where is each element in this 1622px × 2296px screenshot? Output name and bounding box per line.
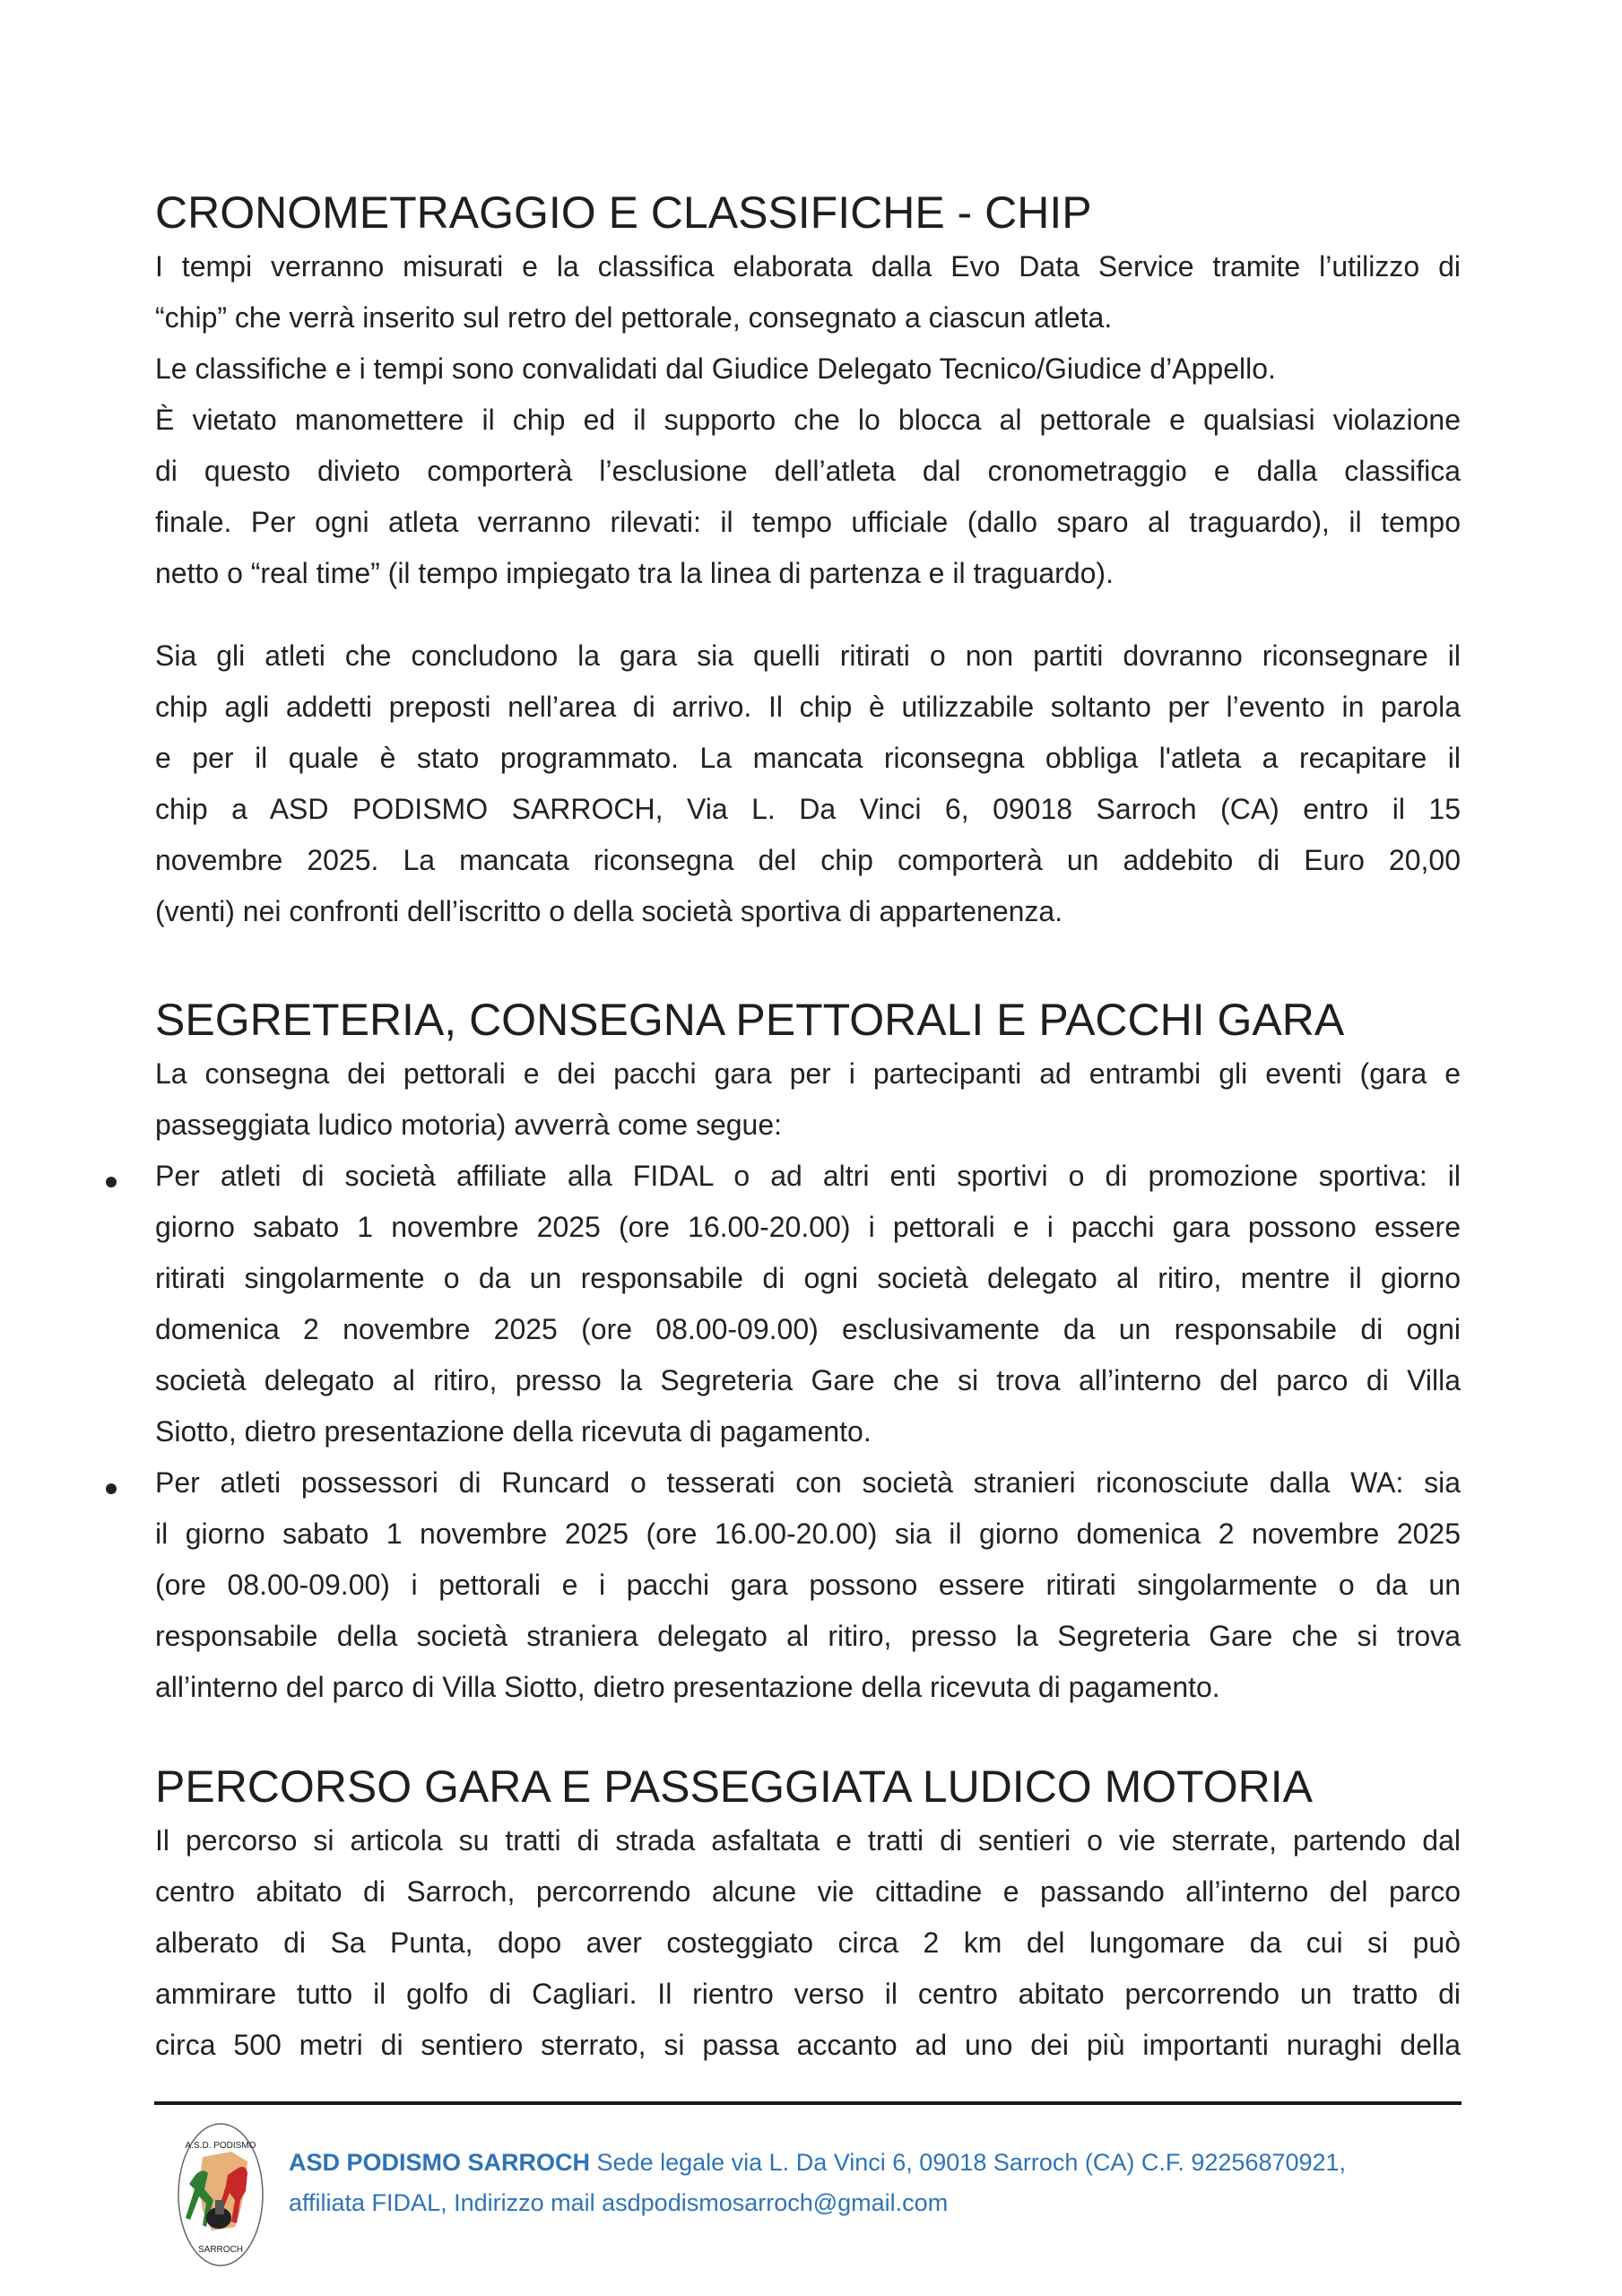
bullet-line: domenica 2 novembre 2025 (ore 08.00-09.00) esclusivamente da un responsabile di ogni bbox=[155, 1313, 1461, 1345]
bullet-line: ritirati singolarmente o da un responsabile di ogni società delegato al ritiro, mentre il giorno bbox=[155, 1262, 1461, 1294]
bullet-line: Per atleti possessori di Runcard o tesserati con società stranieri riconosciute dalla WA: sia bbox=[155, 1466, 1461, 1499]
paragraph-line: centro abitato di Sarroch, percorrendo alcune vie cittadine e passando all’interno del parco bbox=[155, 1875, 1461, 1908]
section-heading-segreteria: SEGRETERIA, CONSEGNA PETTORALI E PACCHI GARA bbox=[155, 995, 1345, 1045]
paragraph-line: È vietato manomettere il chip ed il supporto che lo blocca al pettorale e qualsiasi violazione bbox=[155, 404, 1461, 436]
footer-divider bbox=[154, 2101, 1462, 2105]
paragraph-line: chip a ASD PODISMO SARROCH, Via L. Da Vinci 6, 09018 Sarroch (CA) entro il 15 bbox=[155, 793, 1461, 825]
bullet-line: Siotto, dietro presentazione della ricevuta di pagamento. bbox=[155, 1415, 872, 1448]
paragraph-line: Sia gli atleti che concludono la gara sia quelli ritirati o non partiti dovranno riconsegnare il bbox=[155, 639, 1461, 672]
paragraph-line: chip agli addetti preposti nell’area di arrivo. Il chip è utilizzabile soltanto per l’evento in parola bbox=[155, 691, 1461, 723]
bullet-line: (ore 08.00-09.00) i pettorali e i pacchi gara possono essere ritirati singolarmente o da un bbox=[155, 1569, 1461, 1601]
footer-address: Sede legale via L. Da Vinci 6, 09018 Sarroch (CA) C.F. 92256870921, bbox=[590, 2149, 1347, 2176]
section-heading-percorso: PERCORSO GARA E PASSEGGIATA LUDICO MOTORIA bbox=[155, 1761, 1314, 1812]
paragraph-line: finale. Per ogni atleta verranno rilevati: il tempo ufficiale (dallo sparo al traguardo), il tempo bbox=[155, 506, 1461, 538]
paragraph-line: La consegna dei pettorali e dei pacchi gara per i partecipanti ad entrambi gli eventi (gara e bbox=[155, 1057, 1461, 1090]
paragraph-line: di questo divieto comporterà l’esclusione dell’atleta dal cronometraggio e dalla classifica bbox=[155, 455, 1461, 487]
bullet-line: all’interno del parco di Villa Siotto, dietro presentazione della ricevuta di pagamento. bbox=[155, 1671, 1220, 1703]
paragraph-line: novembre 2025. La mancata riconsegna del chip comporterà un addebito di Euro 20,00 bbox=[155, 844, 1461, 876]
paragraph-line: (venti) nei confronti dell’iscritto o della società sportiva di appartenenza. bbox=[155, 895, 1063, 927]
paragraph-line: I tempi verranno misurati e la classifica elaborata dalla Evo Data Service tramite l’utilizzo di bbox=[155, 250, 1461, 283]
footer-line-1 bbox=[289, 2151, 1346, 2175]
footer-line-2: affiliata FIDAL, Indirizzo mail asdpodismosarroch@gmail.com bbox=[289, 2189, 949, 2216]
paragraph-line: Le classifiche e i tempi sono convalidati dal Giudice Delegato Tecnico/Giudice d’Appello. bbox=[155, 352, 1276, 385]
club-logo-icon bbox=[176, 2121, 265, 2269]
paragraph-line: e per il quale è stato programmato. La mancata riconsegna obbliga l'atleta a recapitare il bbox=[155, 742, 1461, 774]
paragraph-line: netto o “real time” (il tempo impiegato tra la linea di partenza e il traguardo). bbox=[155, 557, 1114, 589]
paragraph-line: alberato di Sa Punta, dopo aver costeggiato circa 2 km del lungomare da cui si può bbox=[155, 1926, 1461, 1959]
logo-bottom-text: SARROCH bbox=[197, 2245, 244, 2255]
paragraph-line: passeggiata ludico motoria) avverrà come segue: bbox=[155, 1109, 783, 1141]
paragraph-line: ammirare tutto il golfo di Cagliari. Il rientro verso il centro abitato percorrendo un tratto di bbox=[155, 1978, 1461, 2010]
logo-top-text: A.S.D. PODISMO bbox=[185, 2141, 256, 2151]
footer-org-name: ASD PODISMO SARROCH bbox=[289, 2149, 591, 2176]
paragraph-line: circa 500 metri di sentiero sterrato, si passa accanto ad uno dei più importanti nuraghi della bbox=[155, 2029, 1461, 2061]
bullet-icon bbox=[106, 1483, 117, 1494]
section-heading-cronometraggio: CRONOMETRAGGIO E CLASSIFICHE - CHIP bbox=[155, 187, 1092, 238]
bullet-line: Per atleti di società affiliate alla FIDAL o ad altri enti sportivi o di promozione sportiva: il bbox=[155, 1160, 1461, 1192]
paragraph-line: “chip” che verrà inserito sul retro del pettorale, consegnato a ciascun atleta. bbox=[155, 301, 1113, 334]
bullet-line: giorno sabato 1 novembre 2025 (ore 16.00-20.00) i pettorali e i pacchi gara possono essere bbox=[155, 1211, 1461, 1243]
bullet-line: responsabile della società straniera delegato al ritiro, presso la Segreteria Gare che si trova bbox=[155, 1620, 1461, 1652]
bullet-line: il giorno sabato 1 novembre 2025 (ore 16.00-20.00) sia il giorno domenica 2 novembre 2025 bbox=[155, 1518, 1461, 1550]
bullet-icon bbox=[106, 1177, 117, 1187]
paragraph-line: Il percorso si articola su tratti di strada asfaltata e tratti di sentieri o vie sterrate, partendo dal bbox=[155, 1824, 1461, 1857]
bullet-line: società delegato al ritiro, presso la Segreteria Gare che si trova all’interno del parco di Villa bbox=[155, 1364, 1461, 1396]
